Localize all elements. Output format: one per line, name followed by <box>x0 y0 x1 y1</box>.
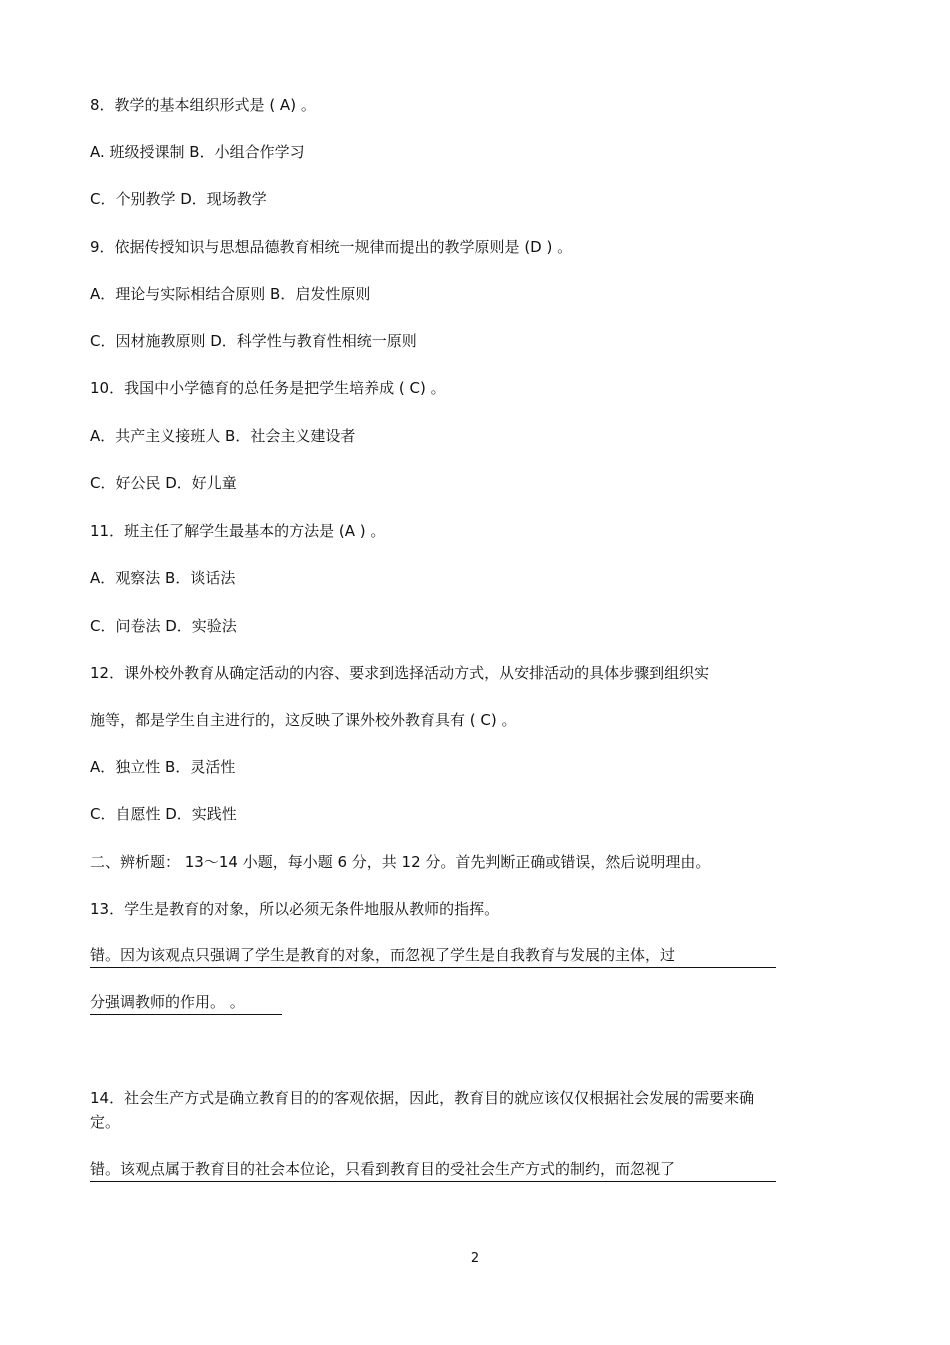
question-14-stem-line2: 定。 <box>90 1113 121 1131</box>
question-11-stem: 11．班主任了解学生最基本的方法是 (A ) 。 <box>90 522 386 540</box>
question-12-stem-line1: 12．课外校外教育从确定活动的内容、要求到选择活动方式，从安排活动的具体步骤到组织实 <box>90 664 710 682</box>
question-12-options-cd: C．自愿性 D．实践性 <box>90 805 237 823</box>
section-2-heading: 二、辨析题： 13～14 小题，每小题 6 分，共 12 分。首先判断正确或错误，然后说明理由。 <box>90 853 711 871</box>
question-14-answer-line1 <box>90 1159 776 1182</box>
question-12-options-ab: A．独立性 B．灵活性 <box>90 758 236 776</box>
question-8-options-ab: A. 班级授课制 B．小组合作学习 <box>90 143 305 161</box>
question-13-stem: 13．学生是教育的对象，所以必须无条件地服从教师的指挥。 <box>90 900 500 918</box>
question-14-stem-line1: 14．社会生产方式是确立教育目的的客观依据，因此，教育目的就应该仅仅根据社会发展的需要来确 <box>90 1089 755 1107</box>
answer-underline: 错。因为该观点只强调了学生是教育的对象，而忽视了学生是自我教育与发展的主体，过 <box>90 945 776 968</box>
question-11-options-ab: A．观察法 B．谈话法 <box>90 569 236 587</box>
question-8-options-cd: C．个别教学 D．现场教学 <box>90 190 267 208</box>
question-9-options-ab: A．理论与实际相结合原则 B．启发性原则 <box>90 285 371 303</box>
question-9-stem: 9．依据传授知识与思想品德教育相统一规律而提出的教学原则是 (D ) 。 <box>90 238 573 256</box>
question-10-options-cd: C．好公民 D．好儿童 <box>90 474 237 492</box>
question-9-options-cd: C．因材施教原则 D．科学性与教育性相统一原则 <box>90 332 417 350</box>
question-10-options-ab: A．共产主义接班人 B．社会主义建设者 <box>90 427 356 445</box>
question-12-stem-line2: 施等，都是学生自主进行的，这反映了课外校外教育具有 ( C) 。 <box>90 711 517 729</box>
question-13-answer-line1 <box>90 945 776 968</box>
question-8-stem: 8．教学的基本组织形式是 ( A) 。 <box>90 96 316 114</box>
question-10-stem: 10．我国中小学德育的总任务是把学生培养成 ( C) 。 <box>90 379 446 397</box>
answer-underline: 分强调教师的作用。 。 <box>90 992 282 1015</box>
page-number: 2 <box>470 1251 480 1266</box>
question-13-answer-line2 <box>90 992 282 1015</box>
question-11-options-cd: C．问卷法 D．实验法 <box>90 617 237 635</box>
answer-underline: 错。该观点属于教育目的社会本位论，只看到教育目的受社会生产方式的制约，而忽视了 <box>90 1159 776 1182</box>
